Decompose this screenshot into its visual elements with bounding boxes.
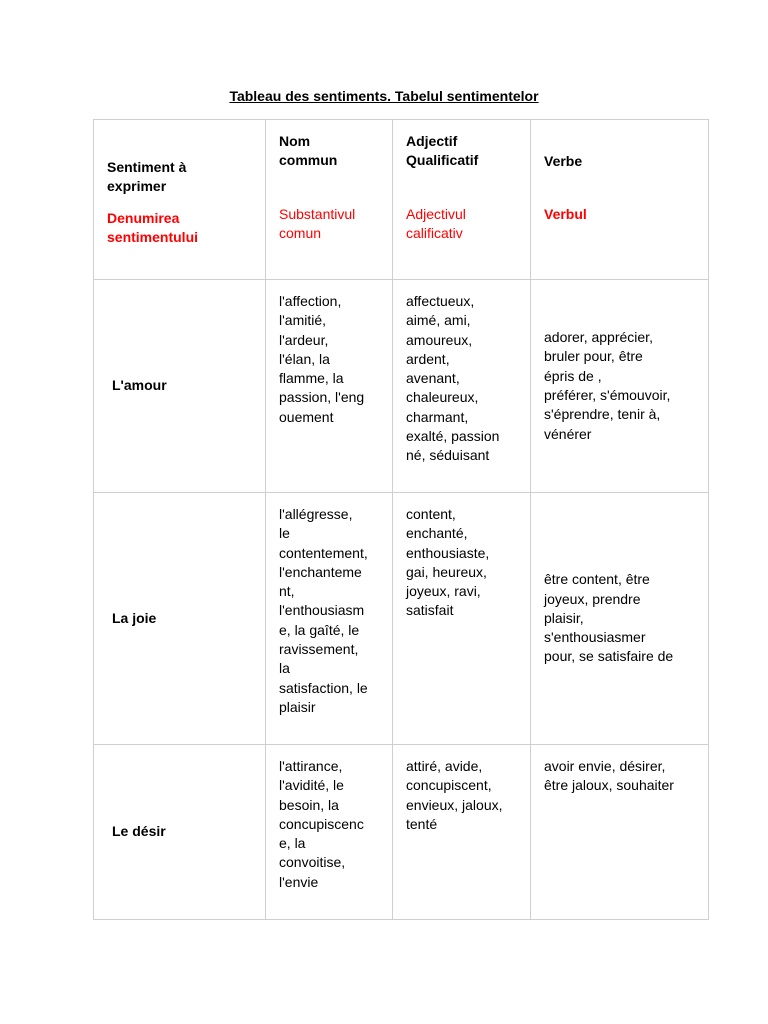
adjectifs-text: content, enchanté, enthousiaste, gai, heureux, joyeux, ravi, satisfait [406, 506, 490, 619]
noms-cell [266, 493, 393, 745]
sentiment-cell [94, 493, 266, 745]
noms-text: l'affection, l'amitié, l'ardeur, l'élan, la flamme, la passion, l'eng ouement [279, 293, 365, 425]
noms-text: l'attirance, l'avidité, le besoin, la concupiscenc e, la convoitise, l'envie [279, 758, 364, 890]
header-sentiment-fr: Sentiment à exprimer [107, 158, 187, 195]
sentiment-cell [94, 745, 266, 920]
verbes-text: être content, être joyeux, prendre plaisir, s'enthousiasmer pour, se satisfaire de [544, 571, 674, 665]
header-sentiment-ro: Denumirea sentimentului [107, 209, 199, 245]
adjectifs-text: attiré, avide, concupiscent, envieux, jaloux, tenté [406, 758, 503, 832]
sentiment-cell [94, 280, 266, 493]
header-cell-nom [266, 120, 393, 280]
header-adjectif-fr: Adjectif Qualificatif [406, 133, 479, 169]
table-row [94, 745, 709, 920]
sentiment-label: L'amour [112, 377, 167, 394]
sentiment-label: La joie [112, 609, 157, 626]
verbes-cell [531, 493, 709, 745]
adjectifs-cell [393, 745, 531, 920]
adjectifs-text: affectueux, aimé, ami, amoureux, ardent, avenant, chaleureux, charmant, exalté, passion né, séduisant [406, 293, 500, 464]
noms-cell [266, 280, 393, 493]
verbes-text: adorer, apprécier, bruler pour, être épris de , préférer, s'émouvoir, s'éprendre, tenir à, vénérer [544, 329, 671, 442]
header-cell-adjectif [393, 120, 531, 280]
adjectifs-cell [393, 280, 531, 493]
table-row [94, 280, 709, 493]
header-cell-sentiment [94, 120, 266, 280]
table-row [94, 493, 709, 745]
table-header-row [94, 120, 709, 280]
page-title: Tableau des sentiments. Tabelul sentimentelor [229, 88, 539, 104]
header-nom-ro: Substantivul comun [279, 205, 356, 241]
noms-cell [266, 745, 393, 920]
verbes-text: avoir envie, désirer, être jaloux, souhaiter [544, 758, 674, 794]
header-adjectif-ro: Adjectivul calificativ [406, 205, 466, 241]
header-verbe-ro: Verbul [544, 206, 587, 223]
header-cell-verbe [531, 120, 709, 280]
verbes-cell [531, 280, 709, 493]
sentiment-label: Le désir [112, 823, 166, 840]
header-nom-fr: Nom commun [279, 133, 338, 169]
verbes-cell [531, 745, 709, 920]
header-verbe-fr: Verbe [544, 153, 583, 169]
adjectifs-cell [393, 493, 531, 745]
feelings-table [93, 119, 709, 920]
noms-text: l'allégresse, le contentement, l'enchanteme nt, l'enthousiasm e, la gaîté, le ravissement, la satisfaction, le plaisir [279, 506, 368, 715]
